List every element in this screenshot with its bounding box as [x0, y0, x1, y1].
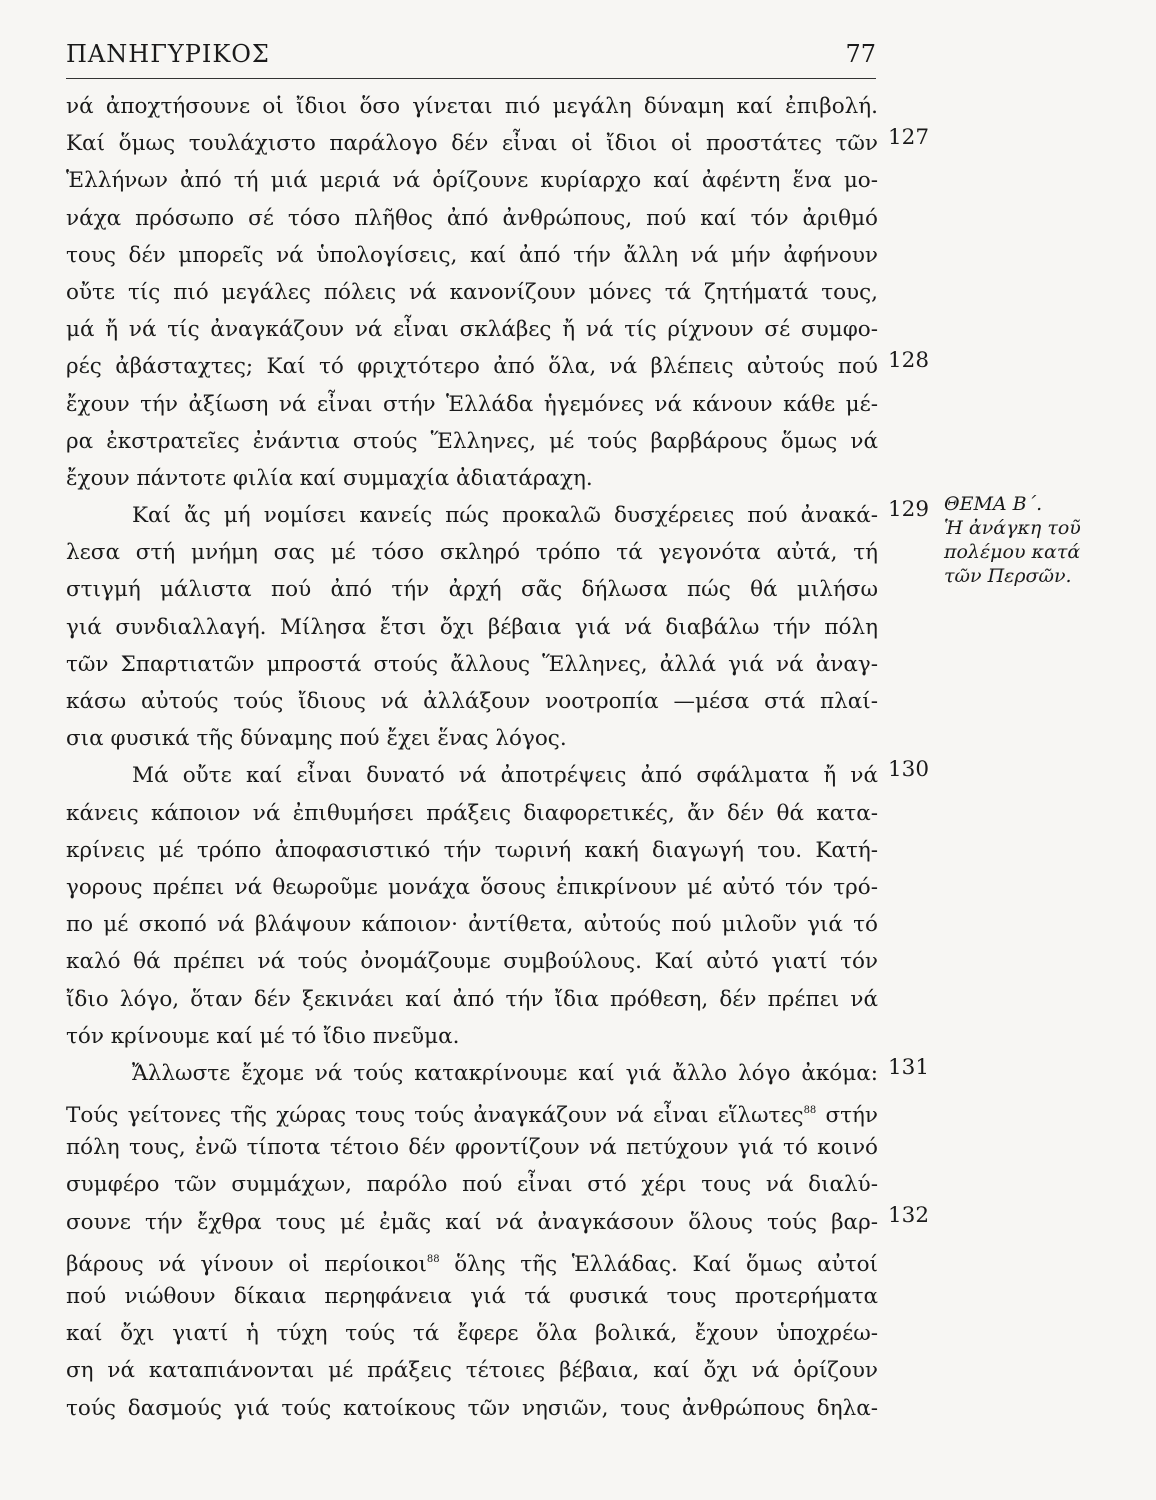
text-line: ἔχουν τήν ἀξίωση νά εἶναι στήν Ἑλλάδα ἡγεμόνες νά κάνουν κάθε μέ-: [66, 391, 878, 417]
page-number: 77: [845, 40, 876, 68]
footnote-mark: 88: [426, 1253, 440, 1265]
text-line: σουνε τήν ἔχθρα τους μέ ἐμᾶς καί νά ἀναγκάσουν ὅλους τούς βαρ-: [66, 1209, 878, 1235]
text-line: σια φυσικά τῆς δύναμης πού ἔχει ἕνας λόγος.: [66, 726, 567, 752]
text-line: τῶν Σπαρτιατῶν μπροστά στούς ἄλλους Ἕλληνες, ἀλλά γιά νά ἀναγ-: [66, 651, 878, 677]
section-number: 131: [888, 1055, 930, 1080]
text-line: λεσα στή μνήμη σας μέ τόσο σκληρό τρόπο τά γεγονότα αὐτά, τή: [66, 540, 878, 566]
text-line: Καί ἄς μή νομίσει κανείς πώς προκαλῶ δυσχέρειες πού ἀνακά-: [132, 503, 878, 529]
running-header: [66, 36, 876, 79]
text-line: κάνεις κάποιον νά ἐπιθυμήσει πράξεις διαφορετικές, ἄν δέν θά κατα-: [66, 800, 878, 826]
body-text: [66, 88, 878, 1427]
text-line: [66, 1241, 878, 1278]
text-line: νά ἀποχτήσουνε οἱ ἴδιοι ὅσο γίνεται πιό μεγάλη δύναμη καί ἐπιβολή.: [66, 94, 878, 119]
text-line: τούς δασμούς γιά τούς κατοίκους τῶν νησιῶν, τους ἀνθρώπους δηλα-: [66, 1395, 878, 1421]
text-line: πού νιώθουν δίκαια περηφάνεια γιά τά φυσικά τους προτερήματα: [66, 1284, 878, 1309]
text-line: τόν κρίνουμε καί μέ τό ἴδιο πνεῦμα.: [66, 1023, 460, 1049]
running-title: ΠΑΝΗΓΥΡΙΚΟΣ: [66, 40, 270, 68]
text-line: γορους πρέπει νά θεωροῦμε μονάχα ὅσους ἐπικρίνουν μέ αὐτό τόν τρό-: [66, 874, 878, 900]
section-number: 128: [888, 348, 930, 373]
text-line: τους δέν μπορεῖς νά ὑπολογίσεις, καί ἀπό τήν ἄλλη νά μήν ἀφήνουν: [66, 242, 878, 268]
text-line: καί ὄχι γιατί ἡ τύχη τούς τά ἔφερε ὅλα βολικά, ἔχουν ὑποχρέω-: [66, 1321, 878, 1347]
text-segment: στήν: [825, 1103, 878, 1129]
text-line: ρές ἀβάσταχτες; Καί τό φριχτότερο ἀπό ὅλα, νά βλέπεις αὐτούς πού: [66, 354, 878, 380]
text-segment: Τούς γείτονες τῆς χώρας τους τούς ἀναγκάζουν νά εἶναι εἵλωτες: [66, 1103, 804, 1129]
section-number: 130: [888, 757, 930, 782]
text-line: ἴδιο λόγο, ὅταν δέν ξεκινάει καί ἀπό τήν ἴδια πρόθεση, δέν πρέπει νά: [66, 986, 878, 1012]
text-line: πο μέ σκοπό νά βλάψουν κάποιον· ἀντίθετα, αὐτούς πού μιλοῦν γιά τό: [66, 912, 878, 938]
text-line: Ἑλλήνων ἀπό τή μιά μεριά νά ὁρίζουνε κυρίαρχο καί ἀφέντη ἕνα μο-: [66, 168, 878, 194]
text-line: ἔχουν πάντοτε φιλία καί συμμαχία ἀδιατάραχη.: [66, 465, 593, 491]
text-line: στιγμή μάλιστα πού ἀπό τήν ἀρχή σᾶς δήλωσα πώς θά μιλήσω: [66, 577, 878, 603]
text-line: γιά συνδιαλλαγή. Μίλησα ἔτσι ὄχι βέβαια γιά νά διαβάλω τήν πόλη: [66, 614, 878, 640]
text-line: Μά οὔτε καί εἶναι δυνατό νά ἀποτρέψεις ἀπό σφάλματα ἤ νά: [132, 763, 878, 789]
text-line: Ἄλλωστε ἔχομε νά τούς κατακρίνουμε καί γιά ἄλλο λόγο ἀκόμα:: [132, 1060, 878, 1086]
text-line: Καί ὅμως τουλάχιστο παράλογο δέν εἶναι οἱ ἴδιοι οἱ προστάτες τῶν: [66, 131, 878, 157]
footnote-mark: 88: [803, 1105, 817, 1117]
text-segment: βάρους νά γίνουν οἱ περίοικοι: [66, 1251, 427, 1277]
section-number: 127: [888, 125, 930, 150]
text-line: μά ἤ νά τίς ἀναγκάζουν νά εἶναι σκλάβες ἤ νά τίς ρίχνουν σέ συμφο-: [66, 317, 878, 343]
text-line: νάχα πρόσωπο σέ τόσο πλῆθος ἀπό ἀνθρώπους, πού καί τόν ἀριθμό: [66, 205, 878, 231]
margin-note-line: ΘΕΜΑ Β΄.: [944, 493, 1043, 515]
text-line: [66, 1092, 878, 1129]
text-line: καλό θά πρέπει νά τούς ὀνομάζουμε συμβούλους. Καί αὐτό γιατί τόν: [66, 949, 878, 975]
text-line: ρα ἐκστρατεῖες ἐνάντια στούς Ἕλληνες, μέ τούς βαρβάρους ὅμως νά: [66, 428, 878, 454]
text-line: συμφέρο τῶν συμμάχων, παρόλο πού εἶναι στό χέρι τους νά διαλύ-: [66, 1172, 878, 1198]
margin-note-line: πολέμου κατά: [944, 541, 1081, 563]
text-line: οὔτε τίς πιό μεγάλες πόλεις νά κανονίζουν μόνες τά ζητήματά τους,: [66, 279, 878, 305]
text-line: κρίνεις μέ τρόπο ἀποφασιστικό τήν τωρινή κακή διαγωγή του. Κατή-: [66, 837, 878, 863]
section-number: 129: [888, 497, 930, 522]
margin-note-line: Ἡ ἀνάγκη τοῦ: [944, 517, 1081, 539]
text-line: πόλη τους, ἐνῶ τίποτα τέτοιο δέν φροντίζουν νά πετύχουν γιά τό κοινό: [66, 1135, 878, 1161]
margin-note: [944, 492, 1154, 588]
text-segment: ὅλης τῆς Ἑλλάδας. Καί ὅμως αὐτοί: [454, 1251, 878, 1277]
text-line: ση νά καταπιάνονται μέ πράξεις τέτοιες βέβαια, καί ὄχι νά ὁρίζουν: [66, 1358, 878, 1384]
margin-note-line: τῶν Περσῶν.: [944, 565, 1072, 587]
section-number: 132: [888, 1203, 930, 1228]
text-line: κάσω αὐτούς τούς ἴδιους νά ἀλλάξουν νοοτροπία —μέσα στά πλαί-: [66, 689, 878, 714]
